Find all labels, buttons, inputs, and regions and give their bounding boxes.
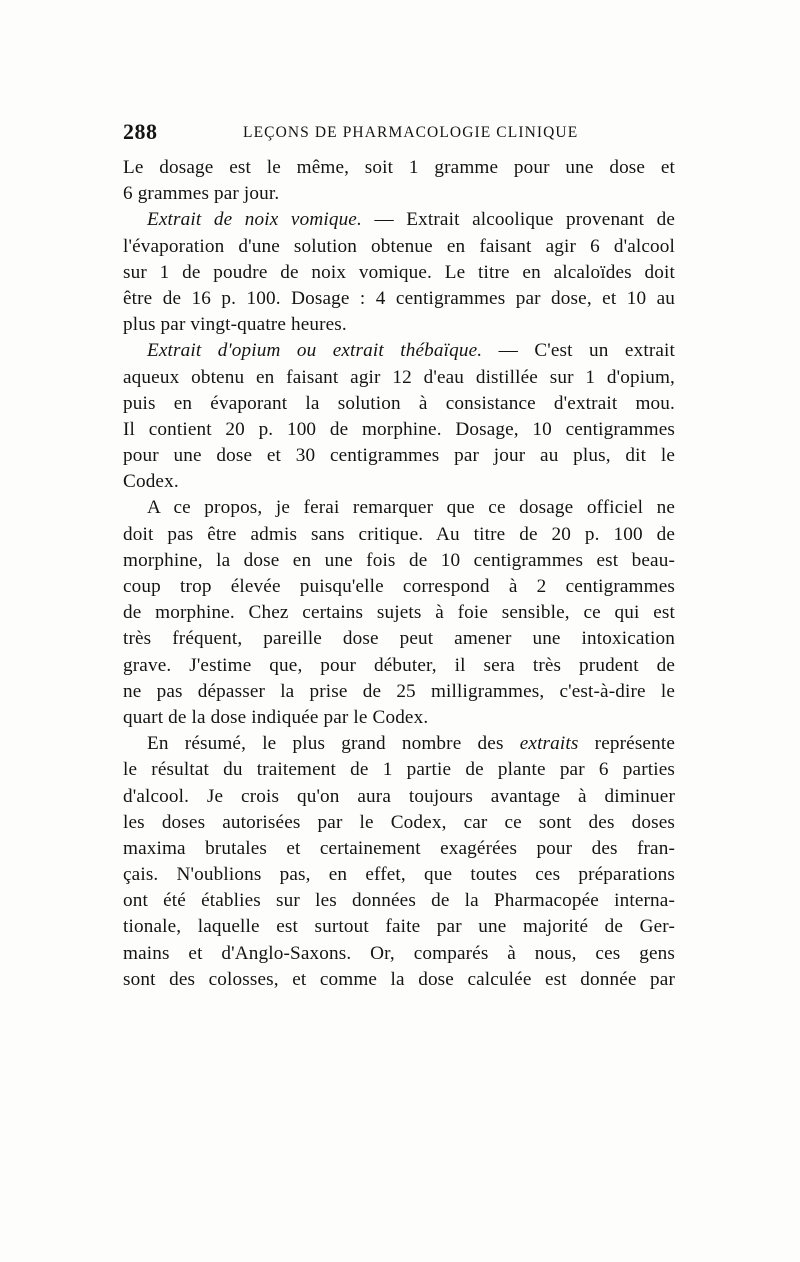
- emphasis: extraits: [519, 733, 579, 755]
- text-line: tionale, laquelle est surtout faite par une majorité de Ger-: [123, 916, 675, 938]
- text-line: Il contient 20 p. 100 de morphine. Dosage, 10 centigrammes: [123, 418, 675, 440]
- text-line: morphine, la dose en une fois de 10 centigrammes est beau-: [123, 549, 675, 571]
- text-line: ont été établies sur les données de la Pharmacopée interna-: [123, 890, 675, 912]
- text-line: coup trop élevée puisqu'elle correspond à 2 centigrammes: [123, 576, 675, 597]
- text-line: çais. N'oublions pas, en effet, que toutes ces préparations: [123, 864, 675, 886]
- text-line: sur 1 de poudre de noix vomique. Le titre en alcaloïdes doit: [123, 261, 675, 283]
- section-term: Extrait de noix vomique.: [147, 209, 362, 231]
- text-line: En résumé, le plus grand nombre des extraits représente: [147, 733, 675, 755]
- text-line: maxima brutales et certainement exagérées pour des fran-: [123, 837, 675, 859]
- text-line: Extrait de noix vomique. — Extrait alcoolique provenant de: [147, 209, 676, 231]
- text-line: être de 16 p. 100. Dosage : 4 centigrammes par dose, et 10 au: [123, 287, 675, 309]
- text-line: l'évaporation d'une solution obtenue en faisant agir 6 d'alcool: [123, 235, 675, 257]
- text-line: ne pas dépasser la prise de 25 milligrammes, c'est-à-dire le: [123, 680, 675, 702]
- text-line: grave. J'estime que, pour débuter, il sera très prudent de: [123, 654, 675, 676]
- text-line: mains et d'Anglo-Saxons. Or, comparés à nous, ces gens: [123, 942, 675, 964]
- text-line: le résultat du traitement de 1 partie de plante par 6 parties: [123, 759, 675, 781]
- text-line: quart de la dose indiquée par le Codex.: [123, 706, 429, 728]
- text-line: de morphine. Chez certains sujets à foie sensible, ce qui est: [123, 602, 675, 624]
- text-line: A ce propos, je ferai remarquer que ce dosage officiel ne: [147, 497, 675, 519]
- text-line: plus par vingt-quatre heures.: [123, 314, 347, 336]
- page-header: [123, 119, 678, 149]
- body-text: [123, 155, 675, 993]
- text-line: 6 grammes par jour.: [123, 183, 280, 205]
- text-line: aqueux obtenu en faisant agir 12 d'eau distillée sur 1 d'opium,: [123, 366, 675, 388]
- text-line: d'alcool. Je crois qu'on aura toujours avantage à diminuer: [123, 785, 675, 807]
- text-line: sont des colosses, et comme la dose calculée est donnée par: [123, 968, 675, 990]
- text-line: Le dosage est le même, soit 1 gramme pour une dose et: [123, 157, 675, 178]
- page-number: 288: [123, 119, 158, 144]
- text-line: les doses autorisées par le Codex, car ce sont des doses: [123, 811, 675, 833]
- text-line: puis en évaporant la solution à consistance d'extrait mou.: [123, 392, 675, 414]
- text-line: Extrait d'opium ou extrait thébaïque. — C'est un extrait: [147, 340, 675, 362]
- section-term: Extrait d'opium ou extrait thébaïque.: [147, 340, 483, 362]
- text-line: doit pas être admis sans critique. Au titre de 20 p. 100 de: [123, 523, 675, 545]
- text-line: Codex.: [123, 471, 179, 493]
- text-line: pour une dose et 30 centigrammes par jour au plus, dit le: [123, 445, 675, 467]
- running-head: LEÇONS DE PHARMACOLOGIE CLINIQUE: [243, 124, 579, 141]
- text-line: très fréquent, pareille dose peut amener une intoxication: [123, 628, 675, 650]
